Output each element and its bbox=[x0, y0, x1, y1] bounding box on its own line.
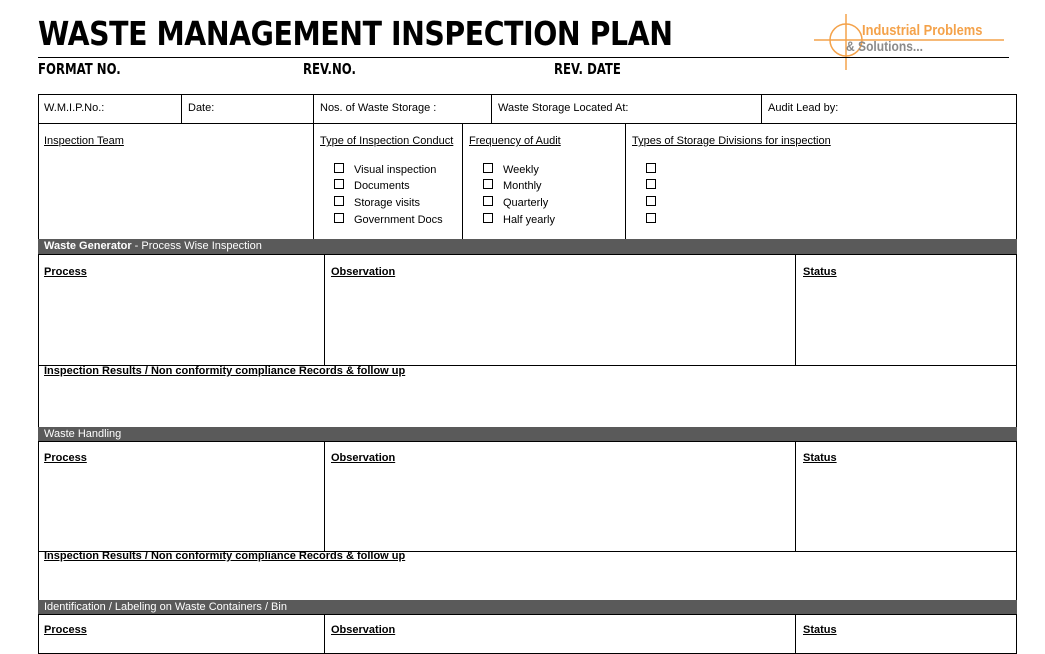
option-label: Weekly bbox=[503, 164, 539, 176]
audit-lead-field[interactable]: Audit Lead by: bbox=[768, 102, 839, 114]
process-table bbox=[38, 441, 1017, 552]
page-title: WASTE MANAGEMENT INSPECTION PLAN bbox=[38, 14, 673, 53]
checkbox-division-2[interactable] bbox=[646, 179, 656, 189]
checkbox-weekly[interactable] bbox=[483, 163, 493, 173]
company-logo bbox=[812, 12, 1012, 72]
process-table bbox=[38, 254, 1017, 366]
divider bbox=[795, 254, 796, 366]
divider bbox=[462, 123, 463, 240]
section-band-waste-handling: Waste Handling bbox=[38, 427, 1017, 442]
inspection-team-label: Inspection Team bbox=[44, 135, 124, 147]
checkbox-division-1[interactable] bbox=[646, 163, 656, 173]
rev-no-label: REV.NO. bbox=[303, 60, 356, 78]
divider bbox=[324, 254, 325, 366]
status-header: Status bbox=[803, 624, 837, 636]
observation-header: Observation bbox=[331, 266, 396, 278]
divider bbox=[795, 614, 796, 654]
divider bbox=[795, 441, 796, 552]
section-band-identification: Identification / Labeling on Waste Containers / Bin bbox=[38, 600, 1017, 615]
option-label: Monthly bbox=[503, 180, 542, 192]
date-field[interactable]: Date: bbox=[188, 102, 215, 114]
logo-line-2: & Solutions... bbox=[846, 38, 923, 54]
nos-storage-field[interactable]: Nos. of Waste Storage : bbox=[320, 102, 437, 114]
checkbox-government-docs[interactable] bbox=[334, 213, 344, 223]
divider bbox=[324, 441, 325, 552]
rev-date-label: REV. DATE bbox=[554, 60, 621, 78]
checkbox-monthly[interactable] bbox=[483, 179, 493, 189]
divider bbox=[324, 614, 325, 654]
logo-line-1: Industrial Problems bbox=[862, 22, 983, 39]
wmip-no-field[interactable]: W.M.I.P.No.: bbox=[44, 102, 105, 114]
process-header: Process bbox=[44, 452, 87, 464]
checkbox-division-4[interactable] bbox=[646, 213, 656, 223]
divider bbox=[313, 123, 314, 240]
checkbox-quarterly[interactable] bbox=[483, 196, 493, 206]
checkbox-storage-visits[interactable] bbox=[334, 196, 344, 206]
divider bbox=[491, 94, 492, 124]
option-label: Half yearly bbox=[503, 214, 555, 226]
status-header: Status bbox=[803, 452, 837, 464]
status-header: Status bbox=[803, 266, 837, 278]
band-title: Waste Generator bbox=[44, 240, 132, 252]
checkbox-division-3[interactable] bbox=[646, 196, 656, 206]
divider bbox=[761, 94, 762, 124]
process-table bbox=[38, 614, 1017, 654]
option-label: Storage visits bbox=[354, 197, 421, 209]
checkbox-documents[interactable] bbox=[334, 179, 344, 189]
frequency-label: Frequency of Audit bbox=[469, 135, 561, 147]
observation-header: Observation bbox=[331, 452, 396, 464]
divider bbox=[625, 123, 626, 240]
checkbox-half-yearly[interactable] bbox=[483, 213, 493, 223]
option-label: Documents bbox=[354, 180, 410, 192]
format-no-label: FORMAT NO. bbox=[38, 60, 121, 78]
inspection-results-label: Inspection Results / Non conformity compliance Records & follow up bbox=[44, 550, 406, 562]
section-band-waste-generator bbox=[38, 239, 1017, 254]
option-label: Government Docs bbox=[354, 214, 443, 226]
divider bbox=[313, 94, 314, 124]
header-divider bbox=[38, 57, 1009, 58]
option-label: Visual inspection bbox=[354, 164, 437, 176]
storage-location-field[interactable]: Waste Storage Located At: bbox=[498, 102, 629, 114]
inspection-results-label: Inspection Results / Non conformity compliance Records & follow up bbox=[44, 365, 406, 377]
type-of-inspection-label: Type of Inspection Conduct bbox=[320, 135, 454, 147]
storage-divisions-label: Types of Storage Divisions for inspection bbox=[632, 135, 831, 147]
observation-header: Observation bbox=[331, 624, 396, 636]
option-label: Quarterly bbox=[503, 197, 549, 209]
band-subtitle: - Process Wise Inspection bbox=[131, 240, 262, 252]
process-header: Process bbox=[44, 266, 87, 278]
divider bbox=[181, 94, 182, 124]
process-header: Process bbox=[44, 624, 87, 636]
checkbox-visual-inspection[interactable] bbox=[334, 163, 344, 173]
